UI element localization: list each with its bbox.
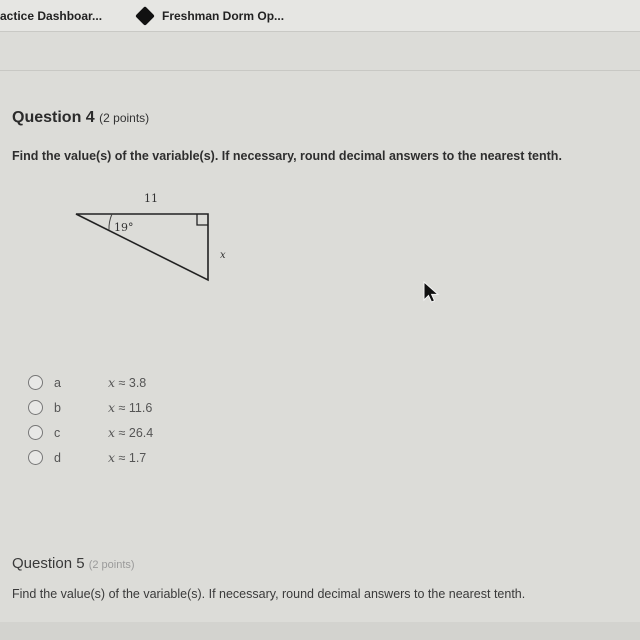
option-variable: x [108,375,116,390]
option-letter: b [54,400,61,415]
question-4-prompt: Find the value(s) of the variable(s). If necessary, round decimal answers to the nearest tenth. [12,149,562,163]
approx-symbol: ≈ [115,401,129,415]
right-side-label: x [220,250,226,261]
option-value [108,375,146,390]
option-variable: x [108,400,116,415]
option-number: 11.6 [128,401,153,415]
question-5-heading: Question 5 [12,555,85,572]
question-4-title [12,109,149,127]
radio-button[interactable] [28,375,43,390]
option-number: 26.4 [128,426,154,440]
option-variable: x [108,450,116,465]
bookmark-practice-dashboard[interactable] [0,0,102,31]
triangle-shape [76,214,208,280]
angle-label: 19° [114,221,134,234]
option-letter: c [54,425,61,440]
radio-button[interactable] [28,425,43,440]
bookmark-label: Freshman Dorm Op... [162,8,285,23]
option-number: 1.7 [128,451,147,465]
right-angle-marker [197,214,208,225]
mouse-pointer-icon [422,280,440,304]
question-5-points: (2 points) [88,559,135,571]
question-4-points: (2 points) [99,111,150,125]
option-value [108,400,152,415]
option-value [108,450,146,465]
answer-option-c[interactable] [28,420,153,445]
option-number: 3.8 [128,376,147,390]
top-side-label: 11 [144,192,158,205]
answer-option-d[interactable] [28,445,153,470]
option-letter: a [54,375,61,390]
answer-option-a[interactable] [28,370,153,395]
bookmarks-bar [0,0,640,32]
option-value [108,425,153,440]
page-bottom-edge [0,622,640,640]
bookmark-freshman-dorm[interactable] [138,0,284,31]
bookmark-label: actice Dashboar... [0,8,103,23]
question-5-prompt: Find the value(s) of the variable(s). If necessary, round decimal answers to the nearest tenth. [12,587,526,601]
approx-symbol: ≈ [115,451,129,465]
radio-button[interactable] [28,400,43,415]
option-variable: x [108,425,116,440]
triangle-diagram [60,180,240,290]
question-5-title [12,555,135,572]
section-divider [0,70,640,71]
approx-symbol: ≈ [115,426,129,440]
angle-arc [109,214,112,230]
radio-button[interactable] [28,450,43,465]
answer-options [28,370,153,470]
bookmark-folder-icon [135,6,155,26]
option-letter: d [54,450,61,465]
question-4-heading: Question 4 [12,109,95,126]
answer-option-b[interactable] [28,395,153,420]
approx-symbol: ≈ [115,376,129,390]
